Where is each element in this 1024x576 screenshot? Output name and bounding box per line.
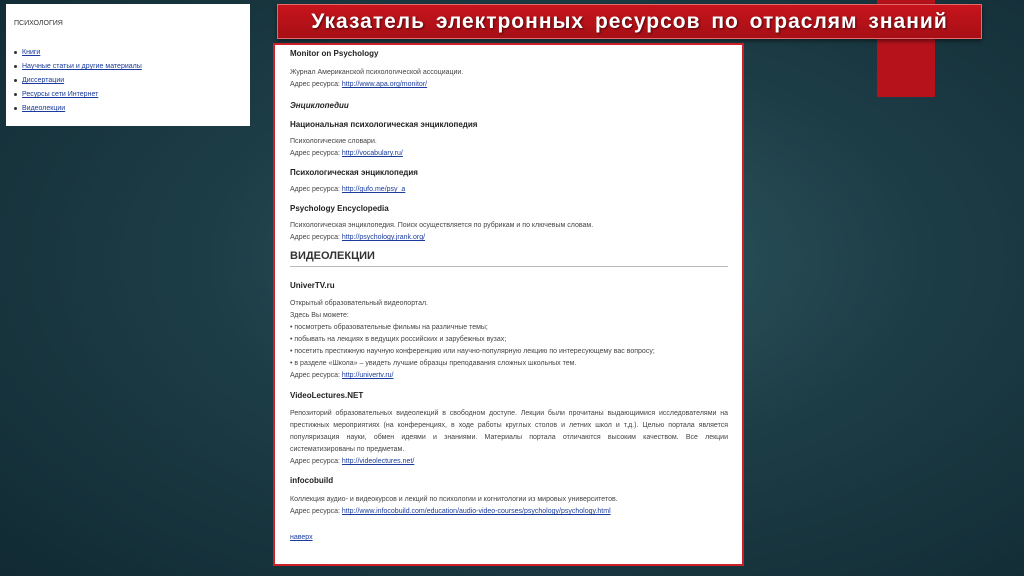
resource-title-psychology-encyclopedia: Psychology Encyclopedia	[290, 204, 389, 213]
sidebar-item-books	[14, 49, 242, 56]
univertv-bullet: • посмотреть образовательные фильмы на различные темы;	[290, 324, 488, 331]
sidebar-link-articles[interactable]: Научные статьи и другие материалы	[22, 63, 142, 70]
address-label: Адрес ресурса:	[290, 458, 340, 465]
resource-title-univertv: UniverTV.ru	[290, 281, 335, 290]
resource-address-psy-encyclopedia	[290, 184, 728, 196]
resource-link-monitor[interactable]: http://www.apa.org/monitor/	[341, 81, 428, 88]
resource-address-univertv	[290, 370, 728, 382]
address-label: Адрес ресурса:	[290, 234, 340, 241]
resource-link-videolectures-net[interactable]: http://videolectures.net/	[341, 458, 415, 465]
sidebar-item-internet-resources	[14, 91, 242, 98]
resource-desc-videolectures-net: Репозиторий образовательных видеолекций в свободном доступе. Лекции были прочитаны выдающимися исследователями на престижных мероприятиях (на конференциях, в ходе работы круглых столов и летних школ и т.д.). Целью портала является популяризация науки, обмен идеями и знаниями. Материалы портала отличаются высоким качеством. Все лекции систематизированы по предметам.	[290, 410, 728, 453]
resource-link-psychology-encyclopedia[interactable]: http://psychology.jrank.org/	[341, 234, 426, 241]
univertv-bullet: • побывать на лекциях в ведущих российских и зарубежных вузах;	[290, 336, 507, 343]
address-label: Адрес ресурса:	[290, 150, 340, 157]
resource-address-psychology-encyclopedia	[290, 232, 728, 244]
resource-desc-infocobuild: Коллекция аудио- и видеокурсов и лекций по психологии и когнитологии из мировых университетов.	[290, 496, 618, 503]
address-label: Адрес ресурса:	[290, 186, 340, 193]
resource-link-univertv[interactable]: http://univertv.ru/	[341, 372, 394, 379]
resource-title-monitor: Monitor on Psychology	[290, 49, 379, 58]
section-heading-encyclopedias: Энциклопедии	[290, 101, 349, 110]
back-to-top-link[interactable]: наверх	[290, 534, 313, 541]
resource-intro-univertv: Здесь Вы можете:	[290, 312, 349, 319]
resource-link-infocobuild[interactable]: http://www.infocobuild.com/education/audio-video-courses/psychology/psychology.html	[341, 508, 611, 515]
univertv-bullet: • посетить престижную научную конференцию или научно-популярную лекцию по интересующему вас вопросу;	[290, 348, 655, 355]
resource-title-infocobuild: infocobuild	[290, 476, 334, 485]
resource-desc-monitor: Журнал Американской психологической ассоциации.	[290, 69, 464, 76]
resource-desc-univertv: Открытый образовательный видеопортал.	[290, 300, 428, 307]
sidebar-item-dissertations	[14, 77, 242, 84]
sidebar-list	[14, 49, 242, 112]
resource-link-psy-encyclopedia[interactable]: http://gufo.me/psy_a	[341, 186, 406, 193]
resource-link-national[interactable]: http://vocabulary.ru/	[341, 150, 403, 157]
sidebar-link-videolectures[interactable]: Видеолекции	[22, 105, 66, 112]
sidebar-link-books[interactable]: Книги	[22, 49, 41, 56]
resource-address-videolectures-net	[290, 456, 728, 468]
resource-desc-psychology-encyclopedia: Психологическая энциклопедия. Поиск осуществляется по рубрикам и по ключевым словам.	[290, 222, 594, 229]
content-panel	[273, 43, 744, 566]
back-to-top	[290, 532, 728, 544]
sidebar-item-videolectures	[14, 105, 242, 112]
sidebar-link-internet-resources[interactable]: Ресурсы сети Интернет	[22, 91, 99, 98]
resource-title-psy-encyclopedia: Психологическая энциклопедия	[290, 168, 418, 177]
resource-address-infocobuild	[290, 506, 728, 518]
resource-title-national: Национальная психологическая энциклопедия	[290, 120, 478, 129]
resource-title-videolectures-net: VideoLectures.NET	[290, 391, 364, 400]
resource-address-monitor	[290, 79, 728, 91]
sidebar-item-articles	[14, 63, 242, 70]
univertv-bullet: • в разделе «Школа» – увидеть лучшие образцы преподавания сложных школьных тем.	[290, 360, 577, 367]
section-heading-videolectures: ВИДЕОЛЕКЦИИ	[290, 250, 728, 267]
address-label: Адрес ресурса:	[290, 508, 340, 515]
slide-title: Указатель электронных ресурсов по отраслям знаний	[311, 9, 948, 33]
title-banner	[277, 4, 982, 39]
address-label: Адрес ресурса:	[290, 372, 340, 379]
sidebar-panel	[6, 4, 250, 126]
resource-address-national	[290, 148, 728, 160]
resource-desc-national: Психологические словари.	[290, 138, 377, 145]
sidebar-link-dissertations[interactable]: Диссертации	[22, 77, 65, 84]
address-label: Адрес ресурса:	[290, 81, 340, 88]
sidebar-heading: ПСИХОЛОГИЯ	[14, 20, 63, 27]
